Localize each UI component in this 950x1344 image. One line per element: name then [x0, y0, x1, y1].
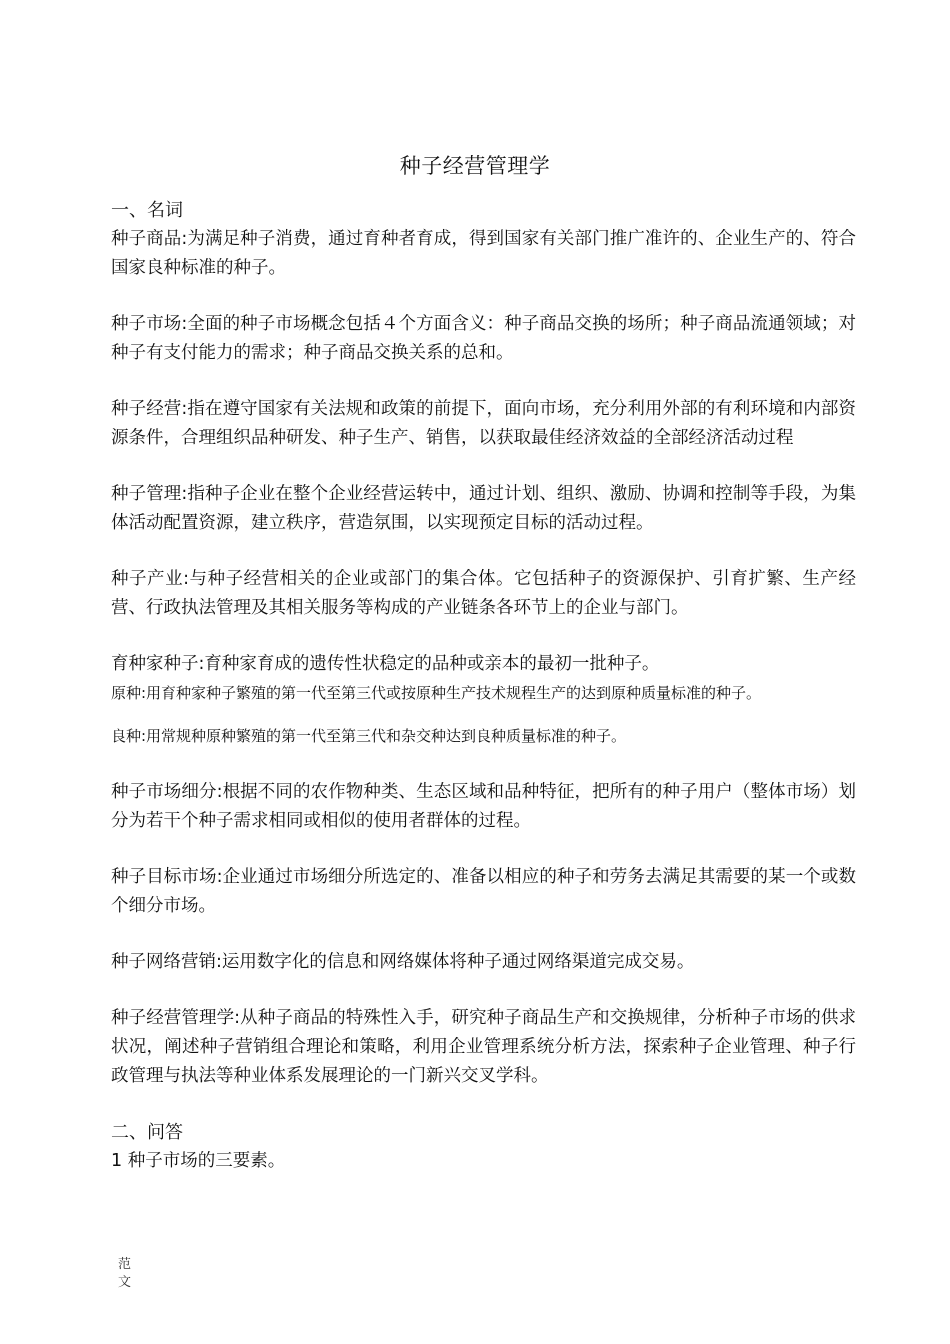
question-item: 1 种子市场的三要素。	[111, 1151, 286, 1171]
section-heading-terms: 一、名词	[111, 200, 183, 221]
page-title: 种子经营管理学	[399, 154, 551, 178]
term-seed-management: 种子管理:指种子企业在整个企业经营运转中，通过计划、组织、激励、协调和控制等手段，为集体活动配置资源，建立秩序，营造氛围，以实现预定目标的活动过程。	[111, 484, 856, 533]
term-seed-industry: 种子产业:与种子经营相关的企业或部门的集合体。它包括种子的资源保护、引育扩繁、生产经营、行政执法管理及其相关服务等构成的产业链条各环节上的企业与部门。	[111, 569, 856, 618]
term-market-segmentation: 种子市场细分:根据不同的农作物种类、生态区域和品种特征，把所有的种子用户（整体市场）划分为若干个种子需求相同或相似的使用者群体的过程。	[111, 782, 856, 831]
term-seed-market: 种子市场:全面的种子市场概念包括４个方面含义：种子商品交换的场所；种子商品流通领域；对种子有支付能力的需求；种子商品交换关系的总和。	[111, 314, 856, 363]
term-original-seed: 原种:用育种家种子繁殖的第一代至第三代或按原种生产技术规程生产的达到原种质量标准的种子。	[111, 684, 762, 702]
term-network-marketing: 种子网络营销:运用数字化的信息和网络媒体将种子通过网络渠道完成交易。	[111, 952, 695, 972]
footer-mark-char: 范	[118, 1257, 132, 1272]
term-seed-management-science: 种子经营管理学:从种子商品的特殊性入手，研究种子商品生产和交换规律，分析种子市场的供求状况，阐述种子营销组合理论和策略，利用企业管理系统分析方法，探索种子企业管理、种子行政管理与执法等种业体系发展理论的一门新兴交叉学科。	[111, 1008, 856, 1086]
document-body	[111, 196, 856, 1176]
section-heading-qa: 二、问答	[111, 1122, 183, 1143]
term-breeder-seed: 育种家种子:育种家育成的遗传性状稳定的品种或亲本的最初一批种子。	[111, 654, 660, 674]
footer-watermark	[118, 1256, 134, 1292]
term-seed-operation: 种子经营:指在遵守国家有关法规和政策的前提下，面向市场，充分利用外部的有利环境和内部资源条件，合理组织品种研发、种子生产、销售，以获取最佳经济效益的全部经济活动过程	[111, 399, 856, 448]
term-seed-commodity: 种子商品:为满足种子消费，通过育种者育成，得到国家有关部门推广准许的、企业生产的、符合国家良种标准的种子。	[111, 229, 856, 278]
term-target-market: 种子目标市场:企业通过市场细分所选定的、准备以相应的种子和劳务去满足其需要的某一个或数个细分市场。	[111, 867, 856, 916]
term-improved-seed: 良种:用常规种原种繁殖的第一代至第三代和杂交种达到良种质量标准的种子。	[111, 727, 627, 745]
footer-mark-char: 文	[118, 1275, 132, 1290]
